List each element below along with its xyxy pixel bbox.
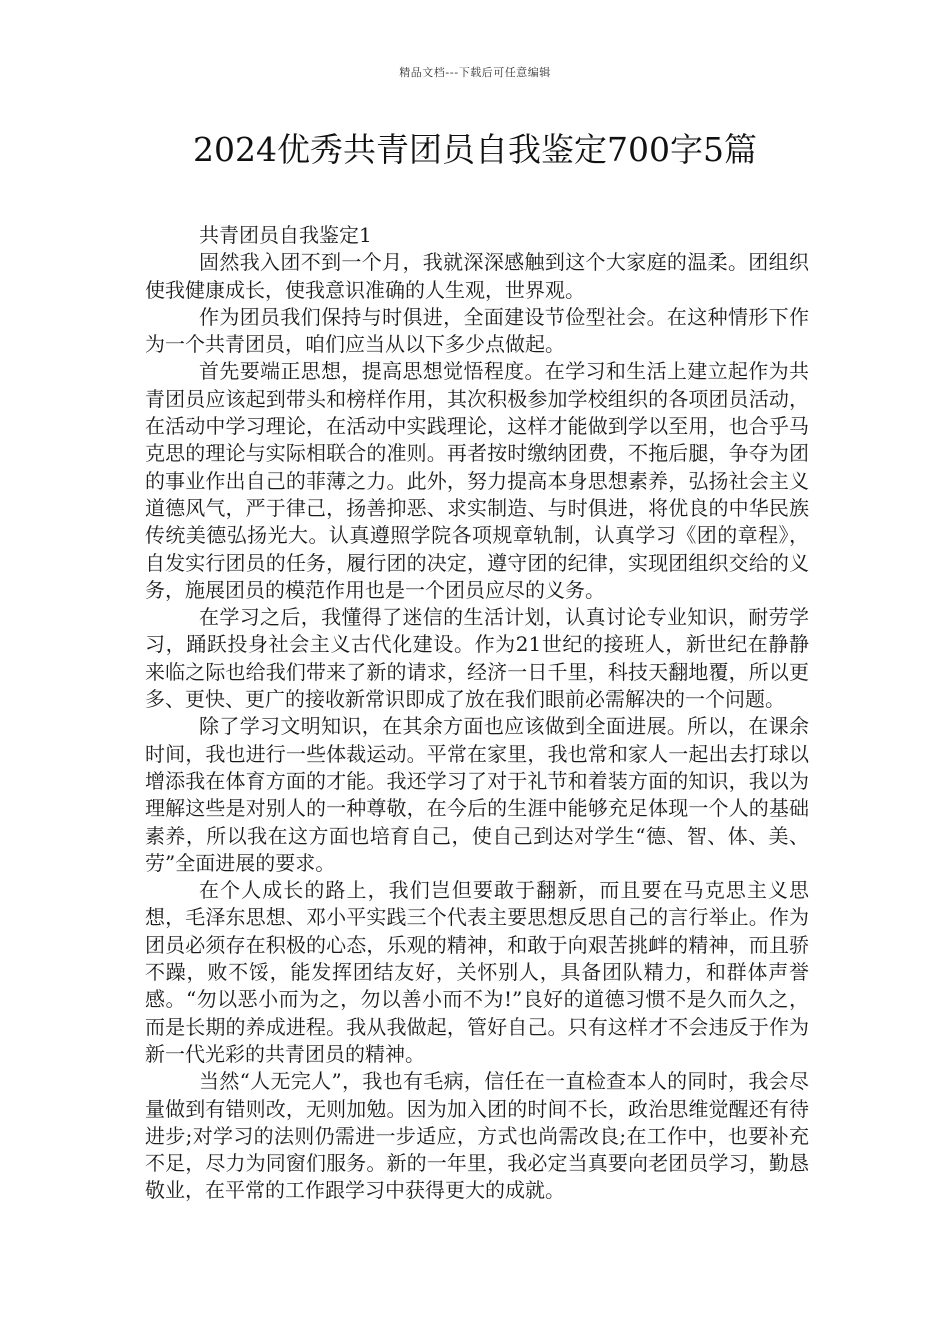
document-title: 2024优秀共青团员自我鉴定700字5篇: [193, 130, 757, 169]
paragraph: 首先要端正思想，提高思想觉悟程度。在学习和生活上建立起作为共青团员应该起到带头和榜样作用，其次积极参加学校组织的各项团员活动，在活动中学习理论，在活动中实践理论，这样才能做到学以至用，也合乎马克思的理论与实际相联合的准则。再者按时缴纳团费，不拖后腿，争夺为团的事业作出自己的菲薄之力。此外，努力提高本身思想素养，弘扬社会主义道德风气，严于律己，扬善抑恶、求实制造、与时俱进，将优良的中华民族传统美德弘扬光大。认真遵照学院各项规章轨制，认真学习《团的章程》，自发实行团员的任务，履行团的决定，遵守团的纪律，实现团组织交给的义务，施展团员的模范作用也是一个团员应尽的义务。: [145, 359, 809, 602]
paragraph: 作为团员我们保持与时俱进，全面建设节俭型社会。在这种情形下作为一个共青团员，咱们应当从以下多少点做起。: [145, 304, 809, 357]
document-body: [145, 222, 809, 1205]
header-note: 精品文档---下载后可任意编辑: [399, 66, 551, 79]
paragraph: 当然“人无完人”，我也有毛病，信任在一直检查本人的同时，我会尽量做到有错则改，无则加勉。因为加入团的时间不长，政治思维觉醒还有待进步;对学习的法则仍需进一步适应，方式也尚需改良;在工作中，也要补充不足，尽力为同窗们服务。新的一年里，我必定当真要向老团员学习，勤恳敬业，在平常的工作跟学习中获得更大的成就。: [145, 1069, 809, 1203]
paragraph: 在学习之后，我懂得了迷信的生活计划，认真讨论专业知识，耐劳学习，踊跃投身社会主义古代化建设。作为21世纪的接班人，新世纪在静静来临之际也给我们带来了新的请求，经济一日千里，科技天翻地覆，所以更多、更快、更广的接收新常识即成了放在我们眼前必需解决的一个问题。: [145, 605, 809, 712]
paragraph: 在个人成长的路上，我们岂但要敢于翻新，而且要在马克思主义思想，毛泽东思想、邓小平实践三个代表主要思想反思自己的言行举止。作为团员必须存在积极的心态，乐观的精神，和敢于向艰苦挑衅的精神，而且骄不躁，败不馁，能发挥团结友好，关怀别人，具备团队精力，和群体声誉感。“勿以恶小而为之，勿以善小而不为!”良好的道德习惯不是久而久之，而是长期的养成进程。我从我做起，管好自己。只有这样才不会违反于作为新一代光彩的共青团员的精神。: [145, 878, 809, 1066]
paragraph: 除了学习文明知识，在其余方面也应该做到全面进展。所以，在课余时间，我也进行一些体裁运动。平常在家里，我也常和家人一起出去打球以增添我在体育方面的才能。我还学习了对于礼节和着装方面的知识，我以为理解这些是对别人的一种尊敬，在今后的生涯中能够充足体现一个人的基础素养，所以我在这方面也培育自己，使自己到达对学生“德、智、体、美、劳”全面进展的要求。: [145, 714, 809, 875]
paragraph: 固然我入团不到一个月，我就深深感触到这个大家庭的温柔。团组织使我健康成长，使我意识准确的人生观，世界观。: [145, 250, 809, 302]
section-heading: 共青团员自我鉴定1: [199, 223, 372, 247]
